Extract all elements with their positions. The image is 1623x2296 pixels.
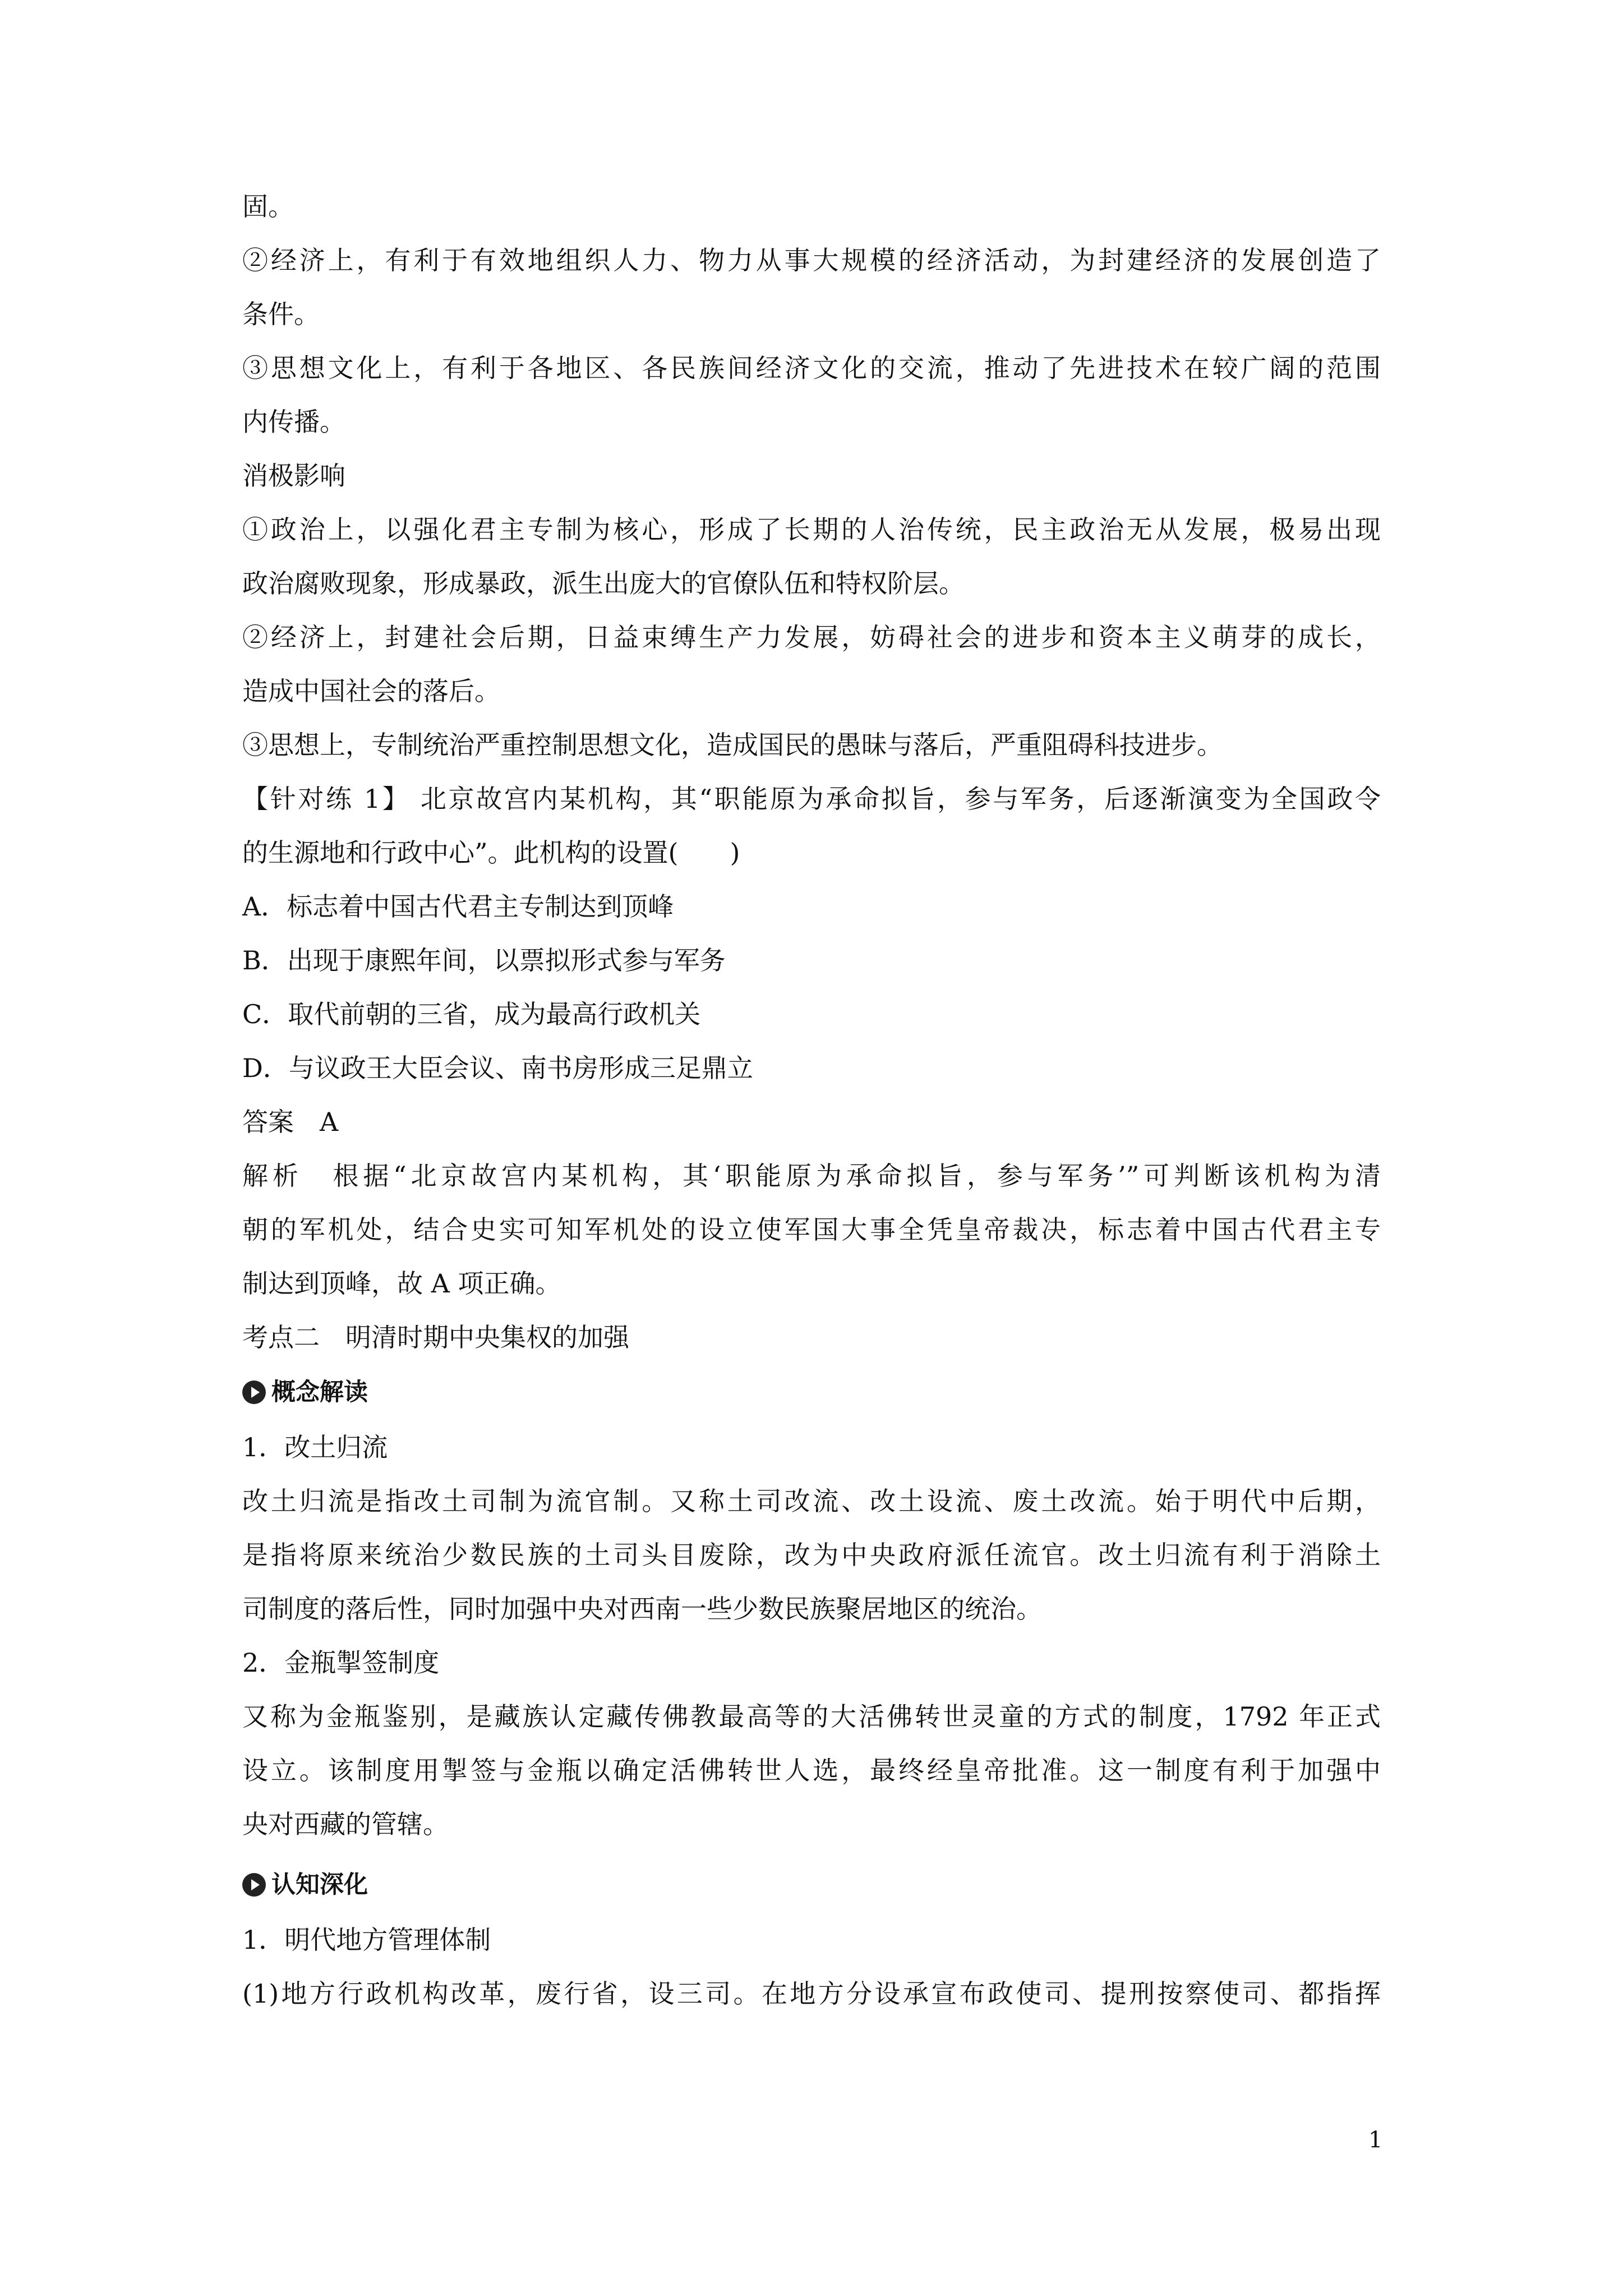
text-line: 1．改土归流 bbox=[242, 1432, 388, 1462]
text-line: ②经济上，有利于有效地组织人力、物力从事大规模的经济活动，为封建经济的发展创造了 bbox=[242, 245, 1381, 275]
text-line: ①政治上，以强化君主专制为核心，形成了长期的人治传统，民主政治无从发展，极易出现 bbox=[242, 514, 1381, 545]
page-number: 1 bbox=[1368, 2127, 1383, 2153]
text-line: (1)地方行政机构改革，废行省，设三司。在地方分设承宣布政使司、提刑按察使司、都指挥 bbox=[242, 1978, 1381, 2009]
play-circle-icon bbox=[242, 1381, 266, 1404]
text-line: 央对西藏的管辖。 bbox=[242, 1809, 449, 1839]
subheading-negative-effects: 消极影响 bbox=[242, 461, 345, 491]
option-b: B．出现于康熙年间，以票拟形式参与军务 bbox=[242, 945, 726, 976]
text-line: 设立。该制度用掣签与金瓶以确定活佛转世人选，最终经皇帝批准。这一制度有利于加强中 bbox=[242, 1755, 1381, 1786]
section-head-label: 认知深化 bbox=[271, 1871, 368, 1899]
text-line: 又称为金瓶鉴别，是藏族认定藏传佛教最高等的大活佛转世灵童的方式的制度，1792 年正式 bbox=[242, 1701, 1381, 1732]
analysis: 制达到顶峰，故 A 项正确。 bbox=[242, 1268, 561, 1299]
option-d: D．与议政王大臣会议、南书房形成三足鼎立 bbox=[242, 1053, 753, 1083]
exercise-question: 的生源地和行政中心”。此机构的设置( ) bbox=[242, 838, 740, 868]
option-a: A．标志着中国古代君主专制达到顶峰 bbox=[242, 891, 674, 922]
text-line: ③思想上，专制统治严重控制思想文化，造成国民的愚昧与落后，严重阻碍科技进步。 bbox=[242, 730, 1223, 760]
text-line: 条件。 bbox=[242, 299, 320, 329]
text-line: 改土归流是指改土司制为流官制。又称土司改流、改土设流、废土改流。始于明代中后期， bbox=[242, 1486, 1381, 1516]
text-line: 是指将原来统治少数民族的土司头目废除，改为中央政府派任流官。改土归流有利于消除土 bbox=[242, 1540, 1381, 1570]
text-line: 2．金瓶掣签制度 bbox=[242, 1648, 440, 1678]
section-head-concepts bbox=[242, 1377, 368, 1408]
exercise-question: 【针对练 1】 北京故宫内某机构，其“职能原为承命拟旨，参与军务，后逐渐演变为全国政令 bbox=[242, 784, 1381, 814]
text-line: ②经济上，封建社会后期，日益束缚生产力发展，妨碍社会的进步和资本主义萌芽的成长， bbox=[242, 622, 1381, 652]
answer: 答案 A bbox=[242, 1107, 339, 1137]
text-line: 政治腐败现象，形成暴政，派生出庞大的官僚队伍和特权阶层。 bbox=[242, 568, 965, 599]
analysis: 朝的军机处，结合史实可知军机处的设立使军国大事全凭皇帝裁决，标志着中国古代君主专 bbox=[242, 1214, 1381, 1245]
text-line: 内传播。 bbox=[242, 407, 345, 437]
section-head-label: 概念解读 bbox=[271, 1378, 368, 1406]
section-head-deepening bbox=[242, 1869, 368, 1901]
section-title: 考点二 明清时期中央集权的加强 bbox=[242, 1322, 629, 1352]
text-line: 造成中国社会的落后。 bbox=[242, 676, 500, 706]
play-circle-icon bbox=[242, 1873, 266, 1897]
text-line: 司制度的落后性，同时加强中央对西南一些少数民族聚居地区的统治。 bbox=[242, 1594, 1042, 1624]
option-c: C．取代前朝的三省，成为最高行政机关 bbox=[242, 999, 701, 1029]
text-line: 固。 bbox=[242, 191, 294, 222]
text-line: 1．明代地方管理体制 bbox=[242, 1925, 491, 1955]
analysis: 解析 根据“北京故宫内某机构，其‘职能原为承命拟旨，参与军务’”可判断该机构为清 bbox=[242, 1161, 1381, 1191]
text-line: ③思想文化上，有利于各地区、各民族间经济文化的交流，推动了先进技术在较广阔的范围 bbox=[242, 353, 1381, 383]
